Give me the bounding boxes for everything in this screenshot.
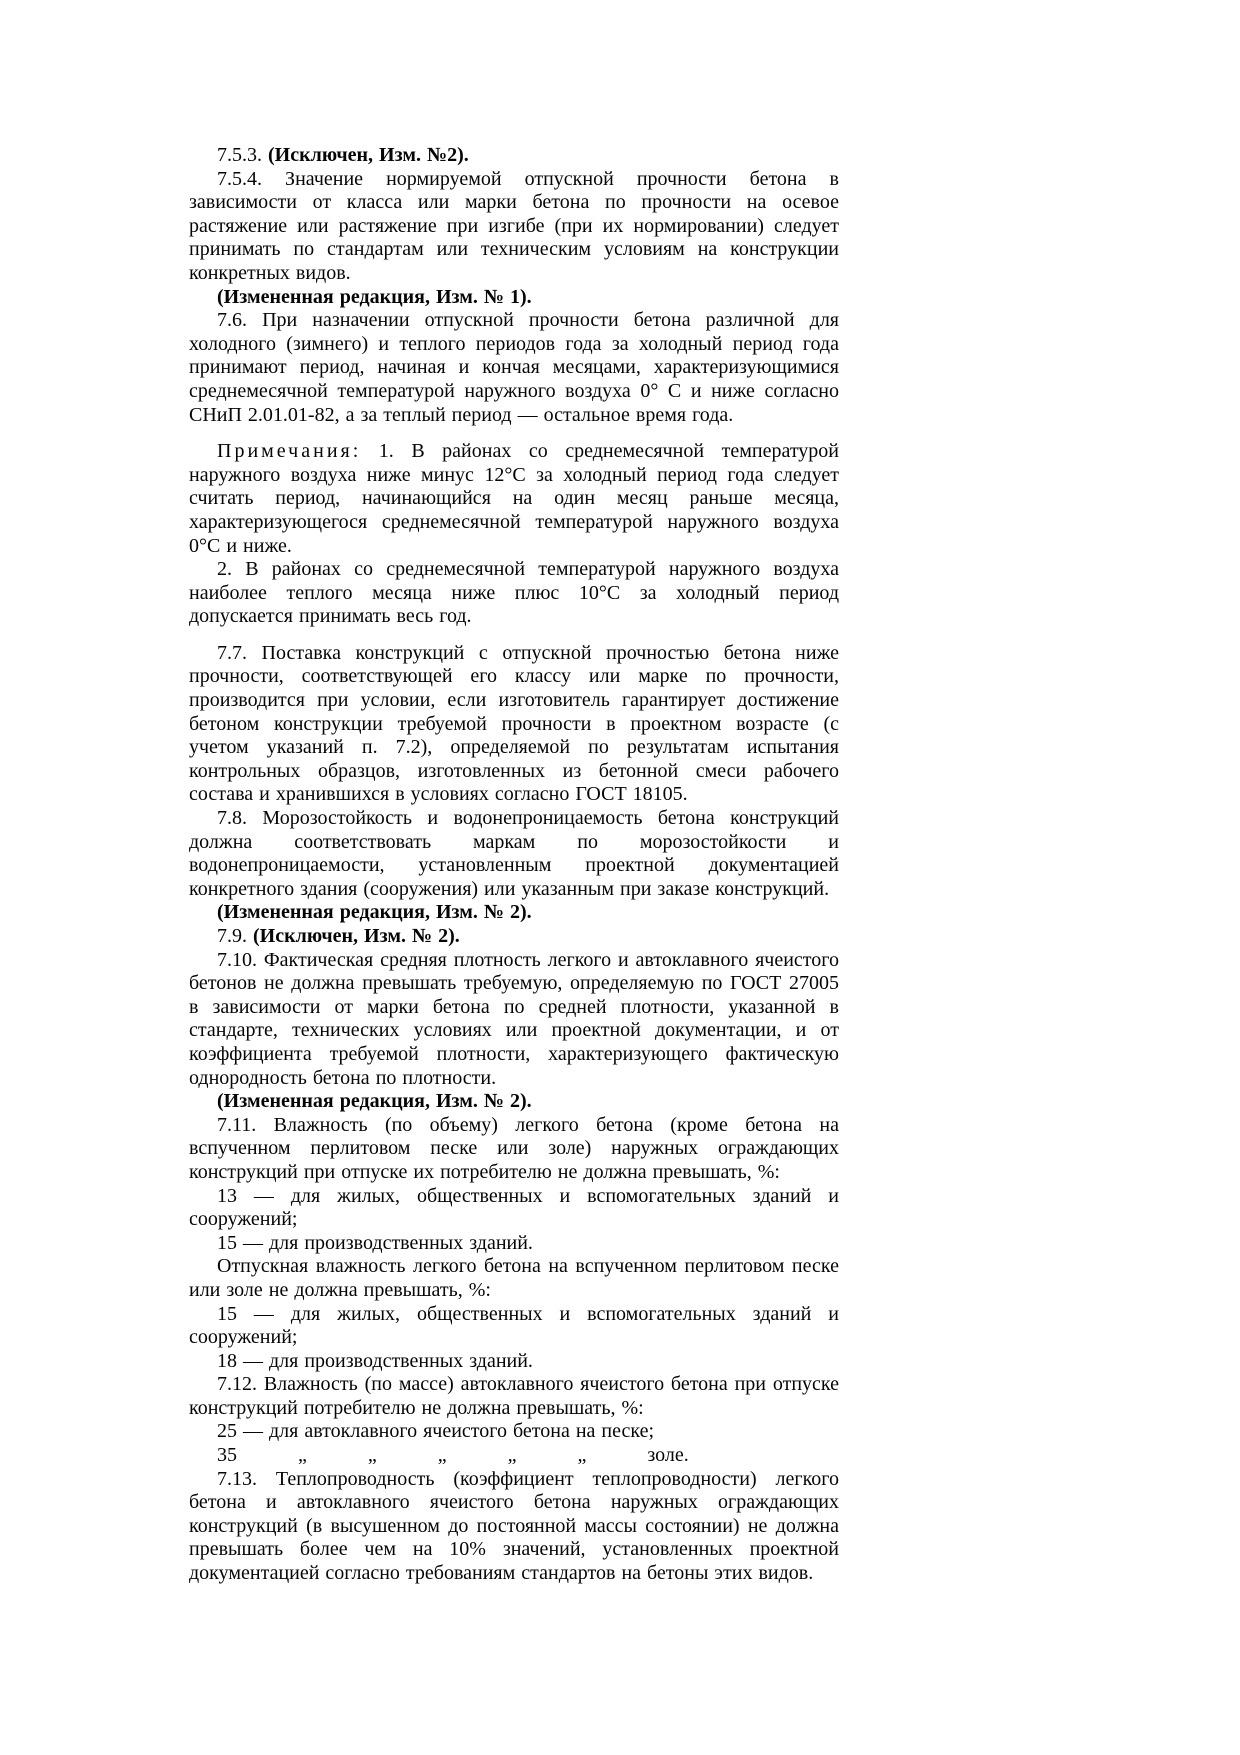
text-run: Отпускная влажность легкого бетона на вспученном перлитовом песке или золе не должна превышать, %: [189,1255,839,1301]
document-text-block [189,144,839,1586]
bold-text-run: (Измененная редакция, Изм. № 1). [217,285,532,308]
clause-7-11-continued [189,1255,839,1302]
text-run: 7.8. Морозостойкость и водонепроницаемость бетона конструкций должна соответствовать маркам по морозостойкости и водонепроницаемости, установленным проектной документацией конкретного здания (сооружения) или указанным при заказе конструкций. [189,807,839,900]
text-run: 15 — для производственных зданий. [217,1231,533,1254]
limit-item-35-ditto [189,1444,839,1468]
limit-item-13 [189,1185,839,1232]
clause-7-11 [189,1114,839,1185]
text-run: 7.12. Влажность (по массе) автоклавного ячеистого бетона при отпуске конструкций потребителю не должна превышать, %: [189,1373,839,1419]
clause-7-5-3 [189,144,839,168]
limit-item-15-residential [189,1303,839,1350]
limit-item-25 [189,1420,839,1444]
text-run: 7.11. Влажность (по объему) легкого бетона (кроме бетона на вспученном перлитовом песке или золе) наружных ограждающих конструкций при отпуске их потребителю не должна превышать, %: [189,1113,839,1183]
amendment-note-izm-2-a [189,901,839,925]
text-run: 1. В районах со среднемесячной температурой наружного воздуха ниже минус 12°С за холодный период года следует считать период, начинающийся на один месяц раньше месяца, характеризующегося среднемесячной температурой наружного воздуха 0°С и ниже. [189,440,839,557]
clause-7-8 [189,807,839,901]
text-run: 25 — для автоклавного ячеистого бетона на песке; [217,1420,655,1443]
text-run: 2. В районах со среднемесячной температурой наружного воздуха наиболее теплого месяца ниже плюс 10°С за холодный период допускается принимать весь год. [189,558,839,628]
text-run: 7.9. [217,925,253,947]
bold-text-run: (Измененная редакция, Изм. № 2). [217,1090,532,1113]
clause-7-13 [189,1468,839,1586]
notes-item-1 [189,440,839,558]
text-run: 7.10. Фактическая средняя плотность легкого и автоклавного ячеистого бетонов не должна превышать требуемую, определяемую по ГОСТ 27005 в зависимости от марки бетона по средней плотности, указанной в стандарте, технических условиях или проектной документации, и от коэффициента требуемой плотности, характеризующего фактическую однородность бетона по плотности. [189,948,839,1089]
text-run: 13 — для жилых, общественных и вспомогательных зданий и сооружений; [189,1184,839,1231]
text-run: 7.6. При назначении отпускной прочности бетона различной для холодного (зимнего) и теплого периодов года за холодный период года принимают период, начиная и кончая месяцами, характеризующимися среднемесячной температурой наружного воздуха 0° С и ниже согласно СНиП 2.01.01-82, а за теплый период — остальное время года. [189,309,839,426]
clause-7-12 [189,1373,839,1420]
notes-item-2 [189,558,839,629]
bold-text-run: (Измененная редакция, Изм. № 2). [217,901,532,924]
text-run: 7.5.4. Значение нормируемой отпускной прочности бетона в зависимости от класса или марки бетона по прочности на осевое растяжение или растяжение при изгибе (при их нормировании) следует принимать по стандартам или техническим условиям на конструкции конкретных видов. [189,167,839,284]
clause-7-6 [189,309,839,427]
amendment-note-izm-2-b [189,1090,839,1114]
clause-7-9 [189,925,839,949]
bold-text-run: (Исключен, Изм. № 2). [253,925,460,947]
text-run: 18 — для производственных зданий. [217,1349,533,1372]
text-run: 35 „ „ „ „ „ золе. [217,1444,689,1467]
bold-text-run: (Исключен, Изм. №2). [268,144,469,166]
limit-item-15-industrial [189,1232,839,1256]
limit-item-18 [189,1350,839,1374]
clause-7-10 [189,949,839,1091]
text-run: 7.7. Поставка конструкций с отпускной прочностью бетона ниже прочности, соответствующей его классу или марке по прочности, производится при условии, если изготовитель гарантирует достижение бетоном конструкции требуемой прочности в проектном возрасте (с учетом указаний п. 7.2), определяемой по результатам испытания контрольных образцов, изготовленных из бетонной смеси рабочего состава и хранившихся в условиях согласно ГОСТ 18105. [189,641,839,806]
clause-7-5-4 [189,168,839,286]
clause-7-7 [189,642,839,807]
text-run: 15 — для жилых, общественных и вспомогательных зданий и сооружений; [189,1302,839,1349]
letterspaced-text-run: Примечания: [217,440,362,463]
text-run: 7.13. Теплопроводность (коэффициент теплопроводности) легкого бетона и автоклавного ячеистого бетона наружных ограждающих конструкций (в высушенном до постоянной массы состоянии) не должна превышать более чем на 10% значений, установленных проектной документацией согласно требованиям стандартов на бетоны этих видов. [189,1467,839,1585]
amendment-note-izm-1 [189,286,839,310]
text-run: 7.5.3. [217,144,268,166]
